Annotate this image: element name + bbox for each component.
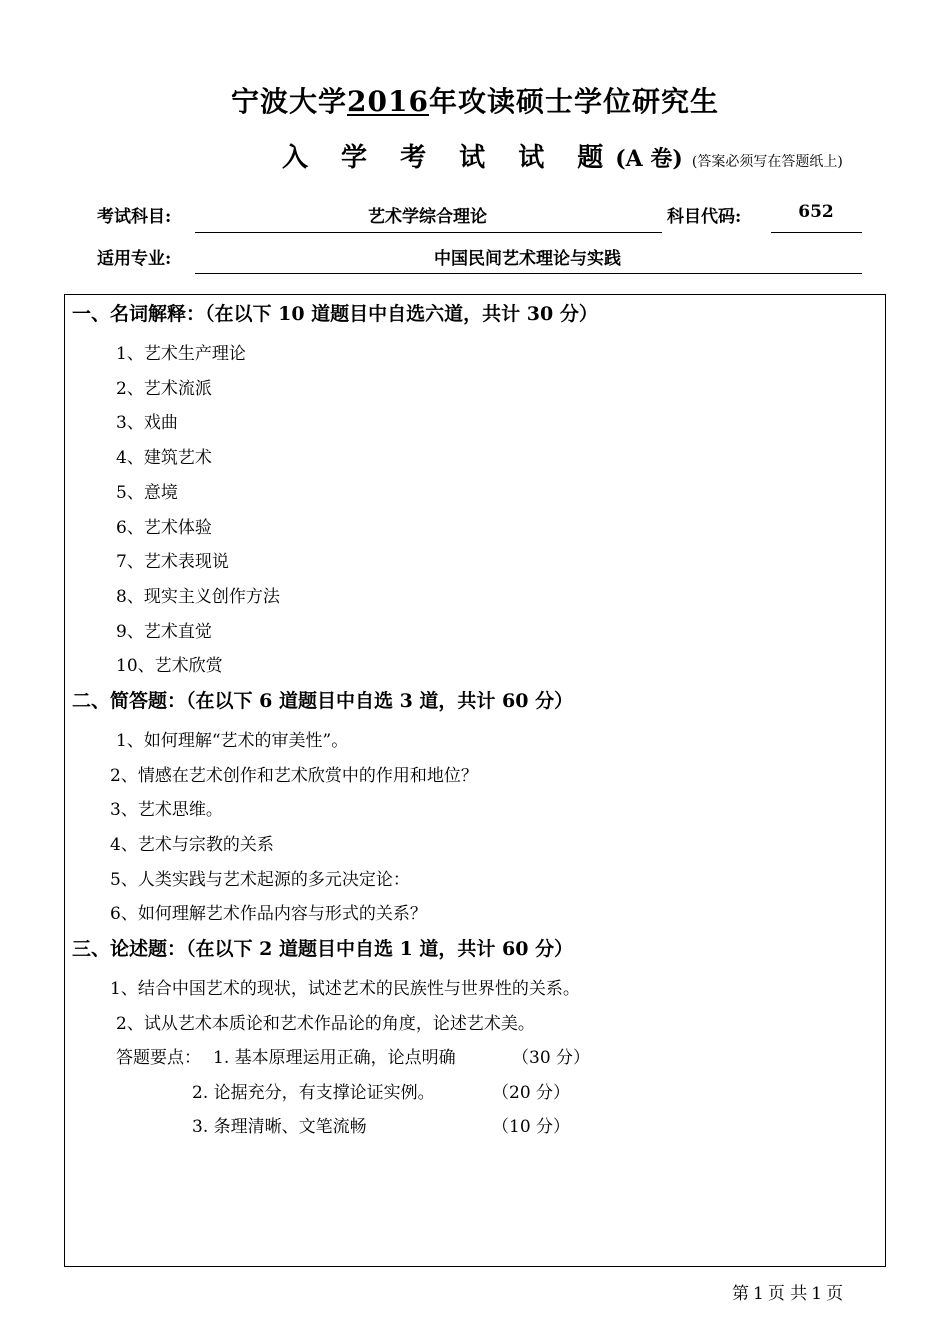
list-item: 4、建筑艺术 (116, 448, 212, 468)
list-item: 1、艺术生产理论 (116, 344, 246, 364)
scoring-point: 2. 论据充分，有支撑论证实例。 (192, 1083, 435, 1103)
code-underline (771, 232, 862, 233)
subtitle-main: 入 学 考 试 试 题 (282, 143, 616, 173)
list-item: 1、如何理解“艺术的审美性”。 (116, 731, 349, 751)
subject-label: 考试科目: (97, 207, 172, 227)
title-year: 2016 (347, 85, 429, 118)
page-prefix: 第 (732, 1284, 749, 1304)
title-prefix: 宁波大学 (231, 85, 348, 118)
list-item: 2、试从艺术本质论和艺术作品论的角度，论述艺术美。 (116, 1014, 535, 1034)
page-current: 1 (753, 1284, 764, 1304)
list-item: 7、艺术表现说 (116, 552, 229, 572)
list-item: 5、意境 (116, 483, 178, 503)
major-value: 中国民间艺术理论与实践 (434, 249, 621, 269)
page-mid: 页 共 (767, 1284, 808, 1304)
list-item: 8、现实主义创作方法 (116, 587, 280, 607)
subtitle-note: (答案必须写在答题纸上) (691, 154, 843, 170)
list-item: 3、艺术思维。 (110, 800, 223, 820)
major-underline (195, 273, 862, 274)
scoring-score: （10 分） (492, 1117, 571, 1137)
section-heading: 三、论述题：（在以下 2 道题目中自选 1 道，共计 60 分） (72, 938, 574, 960)
list-item: 6、艺术体验 (116, 518, 212, 538)
list-item: 5、人类实践与艺术起源的多元决定论： (110, 870, 410, 890)
scoring-score: （30 分） (512, 1048, 591, 1068)
subject-value: 艺术学综合理论 (368, 207, 487, 227)
exam-title (0, 80, 950, 120)
page-total: 1 (811, 1284, 823, 1304)
exam-subtitle (282, 137, 843, 174)
section-heading: 二、简答题：（在以下 6 道题目中自选 3 道，共计 60 分） (72, 690, 574, 712)
scoring-point: 3. 条理清晰、文笔流畅 (192, 1117, 367, 1137)
scoring-point: 1. 基本原理运用正确，论点明确 (213, 1048, 456, 1068)
list-item: 9、艺术直觉 (116, 622, 212, 642)
list-item: 10、艺术欣赏 (116, 656, 223, 676)
list-item: 2、情感在艺术创作和艺术欣赏中的作用和地位？ (110, 766, 478, 786)
list-item: 1、结合中国艺术的现状，试述艺术的民族性与世界性的关系。 (110, 979, 580, 999)
list-item: 2、艺术流派 (116, 379, 212, 399)
page-number (730, 1279, 845, 1304)
list-item: 3、戏曲 (116, 413, 178, 433)
code-label: 科目代码: (667, 207, 742, 227)
major-label: 适用专业: (97, 249, 172, 269)
page-suffix: 页 (826, 1284, 844, 1304)
section-heading: 一、名词解释：（在以下 10 道题目中自选六道，共计 30 分） (72, 303, 598, 325)
list-item: 4、艺术与宗教的关系 (110, 835, 274, 855)
scoring-label: 答题要点： (116, 1048, 201, 1068)
title-suffix: 年攻读硕士学位研究生 (428, 85, 719, 118)
scoring-score: （20 分） (492, 1083, 571, 1103)
subject-underline (195, 232, 662, 233)
list-item: 6、如何理解艺术作品内容与形式的关系？ (110, 904, 427, 924)
code-value: 652 (798, 202, 834, 222)
subtitle-volume: (A 卷) (615, 146, 683, 172)
